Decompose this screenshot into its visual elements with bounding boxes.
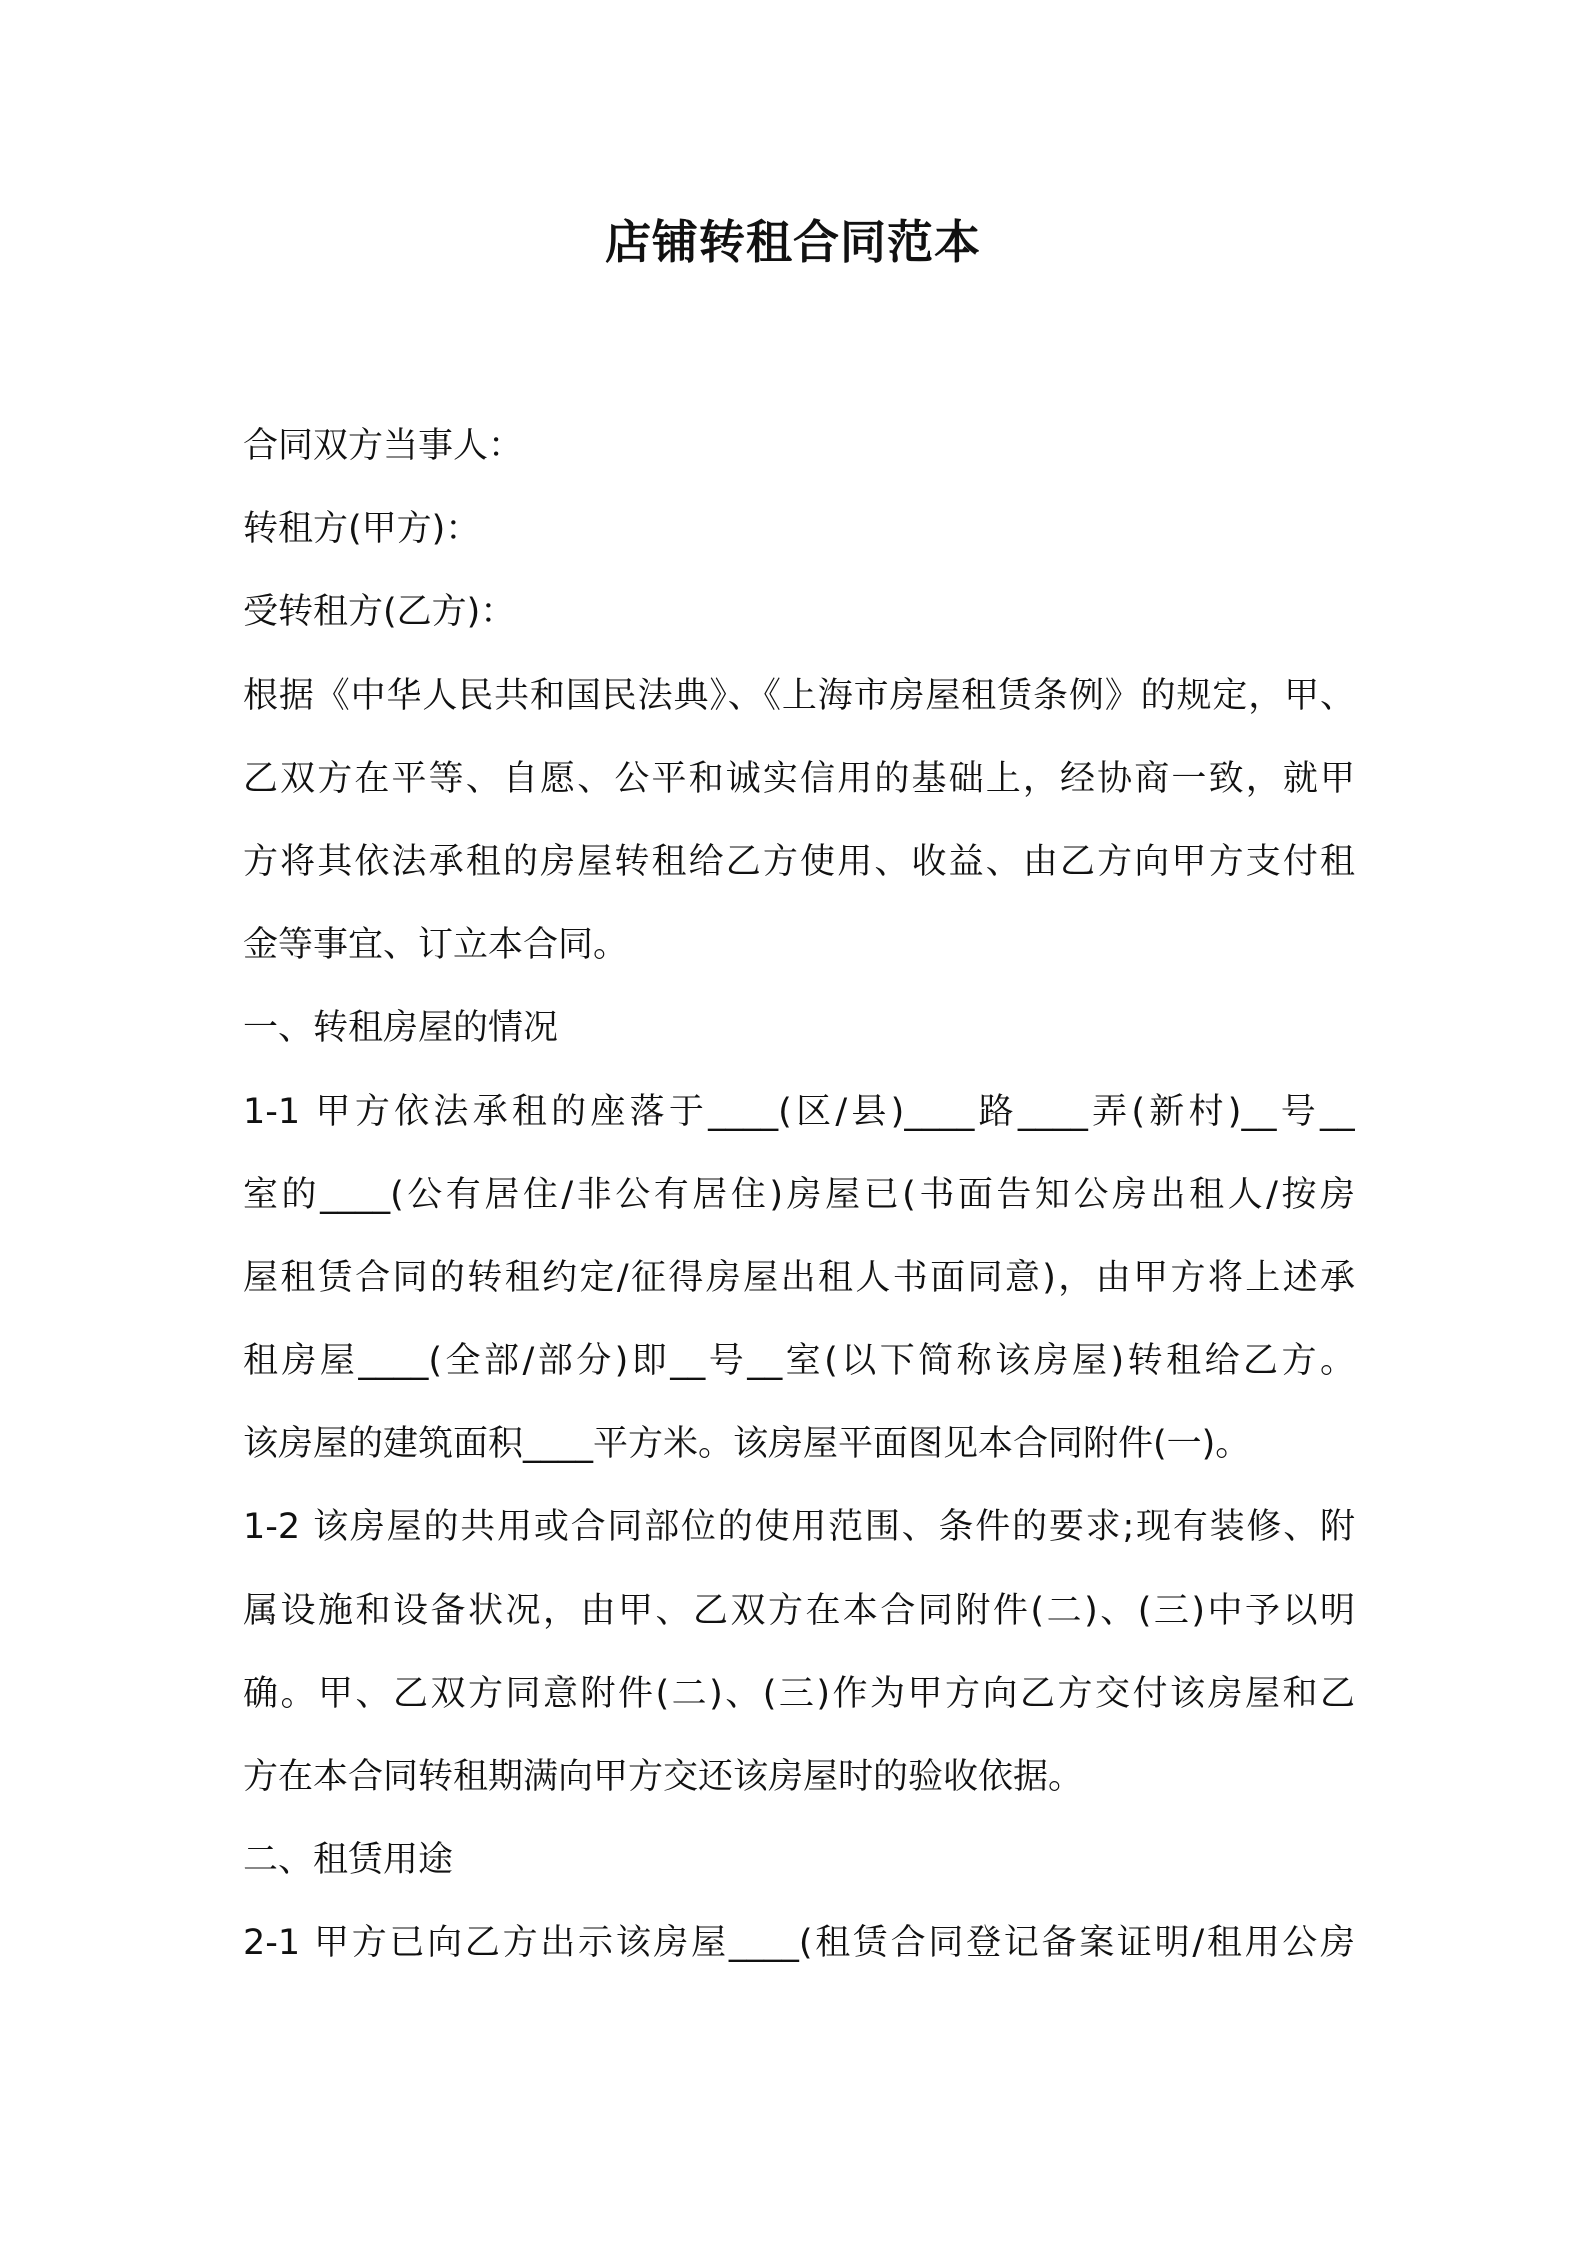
paragraph-line: 室的____(公有居住/非公有居住)房屋已(书面告知公房出租人/按房 <box>243 1174 1355 1215</box>
paragraph-line: 1-1 甲方依法承租的座落于____(区/县)____路____弄(新村)__号__ <box>243 1091 1355 1132</box>
paragraph-line: 金等事宜、订立本合同。 <box>243 925 629 966</box>
paragraph-line: 该房屋的建筑面积____平方米。该房屋平面图见本合同附件(一)。 <box>243 1424 1251 1465</box>
paragraph-line: 确。甲、乙双方同意附件(二)、(三)作为甲方向乙方交付该房屋和乙 <box>243 1673 1355 1714</box>
document-body <box>243 405 1355 1986</box>
paragraph-line: 受转租方(乙方)： <box>243 592 516 633</box>
paragraph-line: 合同双方当事人： <box>243 426 524 466</box>
section-heading: 二、租赁用途 <box>243 1840 454 1881</box>
paragraph-line: 2-1 甲方已向乙方出示该房屋____(租赁合同登记备案证明/租用公房 <box>243 1923 1355 1964</box>
paragraph-line: 根据《中华人民共和国民法典》、《上海市房屋租赁条例》的规定，甲、 <box>243 675 1355 716</box>
paragraph-line: 属设施和设备状况，由甲、乙双方在本合同附件(二)、(三)中予以明 <box>243 1590 1355 1631</box>
paragraph-line: 方将其依法承租的房屋转租给乙方使用、收益、由乙方向甲方支付租 <box>243 841 1355 882</box>
document-title: 店铺转租合同范本 <box>605 215 981 269</box>
section-heading: 一、转租房屋的情况 <box>243 1008 559 1049</box>
paragraph-line: 转租方(甲方)： <box>243 509 481 550</box>
paragraph-line: 租房屋____(全部/部分)即__号__室(以下简称该房屋)转租给乙方。 <box>243 1341 1355 1382</box>
paragraph-line: 1-2 该房屋的共用或合同部位的使用范围、条件的要求;现有装修、附 <box>243 1507 1355 1548</box>
paragraph-line: 方在本合同转租期满向甲方交还该房屋时的验收依据。 <box>243 1757 1084 1797</box>
paragraph-line: 屋租赁合同的转租约定/征得房屋出租人书面同意)，由甲方将上述承 <box>243 1257 1355 1298</box>
paragraph-line: 乙双方在平等、自愿、公平和诚实信用的基础上，经协商一致，就甲 <box>243 758 1355 799</box>
